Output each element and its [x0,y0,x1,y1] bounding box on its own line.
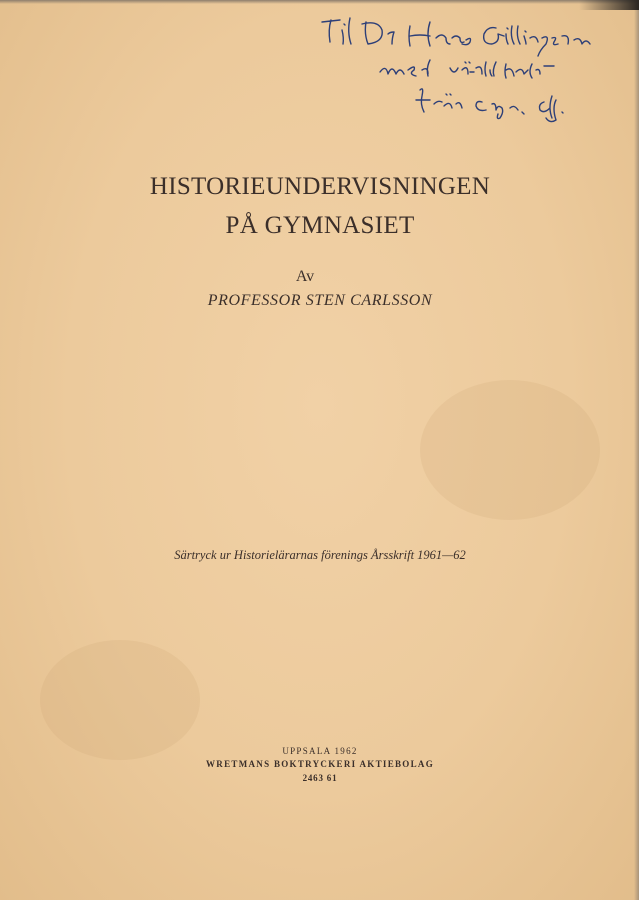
paper-stain [420,380,600,520]
handwritten-inscription [300,8,600,128]
imprint-printer: WRETMANS BOKTRYCKERI AKTIEBOLAG [205,759,435,769]
imprint-number: 2463 61 [302,773,338,783]
title-line-1: HISTORIEUNDERVISNINGEN [149,173,491,200]
handwriting-drawing [300,8,600,128]
author-name: PROFESSOR STEN CARLSSON [207,292,433,309]
paper-edge-right [634,0,639,900]
paper-edge-top [0,0,639,4]
imprint-place-year: UPPSALA 1962 [282,746,358,756]
paper-stain [40,640,200,760]
byline: Av [295,268,315,285]
source-note: Särtryck ur Historielärarnas förenings Årsskrift 1961—62 [174,548,466,562]
title-line-2: PÅ GYMNASIET [225,212,415,239]
